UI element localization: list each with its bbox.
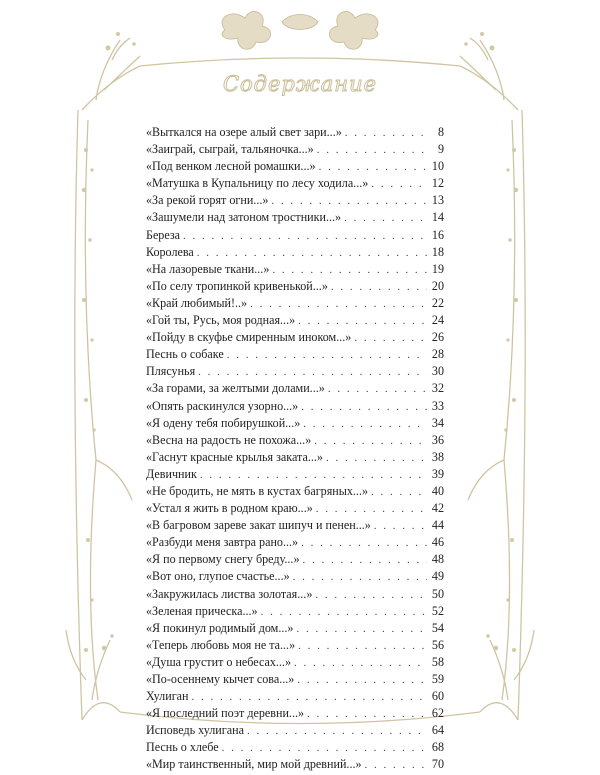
toc-entry-page: 42 bbox=[431, 501, 444, 516]
toc-entry bbox=[146, 654, 444, 671]
toc-entry-title: «Заиграй, сыграй, тальяночка...» bbox=[146, 142, 314, 157]
toc-entry-title: «Я одену тебя побирушкой...» bbox=[146, 415, 301, 430]
toc-entry-page: 70 bbox=[431, 757, 444, 772]
toc-entry-page: 20 bbox=[431, 278, 444, 293]
toc-entry-page: 34 bbox=[431, 415, 444, 430]
toc-entry-title: «Под венком лесной ромашки...» bbox=[146, 159, 316, 174]
dot-leader bbox=[294, 655, 427, 672]
toc-entry-page: 22 bbox=[431, 295, 444, 310]
toc-entry-title: «Гой ты, Русь, моя родная...» bbox=[146, 313, 296, 328]
dot-leader bbox=[247, 723, 427, 740]
dot-leader bbox=[301, 399, 427, 416]
toc-entry-title: «Опять раскинулся узорно...» bbox=[146, 398, 299, 413]
toc-entry-page: 50 bbox=[431, 586, 444, 601]
toc-entry bbox=[146, 756, 444, 773]
toc-entry bbox=[146, 398, 444, 415]
toc-entry bbox=[146, 517, 444, 534]
page-title: Содержание bbox=[222, 72, 378, 96]
toc-entry bbox=[146, 380, 444, 397]
toc-entry-title: «Теперь любовь моя не та...» bbox=[146, 637, 296, 652]
toc-entry bbox=[146, 192, 444, 209]
dot-leader bbox=[183, 228, 427, 245]
toc-entry bbox=[146, 551, 444, 568]
dot-leader bbox=[371, 484, 427, 501]
toc-entry-title: «Я покинул родимый дом...» bbox=[146, 620, 294, 635]
toc-entry-title: «Гаснут красные крылья заката...» bbox=[146, 449, 323, 464]
dot-leader bbox=[296, 621, 427, 638]
dot-leader bbox=[316, 501, 427, 518]
toc-entry-title: «По-осеннему кычет сова...» bbox=[146, 672, 295, 686]
dot-leader bbox=[298, 638, 427, 655]
toc-entry-title: «Я последний поэт деревни...» bbox=[146, 706, 305, 721]
toc-entry bbox=[146, 363, 444, 380]
toc-entry-page: 36 bbox=[431, 432, 444, 447]
toc-entry-page: 14 bbox=[431, 210, 444, 225]
toc-entry-page: 24 bbox=[431, 313, 444, 328]
toc-entry-title: «Мир таинственный, мир мой древний...» bbox=[146, 757, 362, 772]
toc-entry-page: 48 bbox=[431, 552, 444, 567]
dot-leader bbox=[200, 467, 427, 484]
toc-entry-page: 64 bbox=[431, 723, 444, 738]
dot-leader bbox=[344, 210, 427, 227]
toc-entry bbox=[146, 175, 444, 192]
toc-entry-title: «Не бродить, не мять в кустах багряных...» bbox=[146, 483, 369, 498]
toc-entry bbox=[146, 158, 444, 175]
toc-entry-page: 13 bbox=[431, 193, 444, 208]
toc-entry-page: 39 bbox=[431, 466, 444, 481]
toc-entry bbox=[146, 620, 444, 637]
toc-entry-page: 10 bbox=[431, 159, 444, 174]
toc-entry bbox=[146, 415, 444, 432]
toc-entry bbox=[146, 244, 444, 261]
dot-leader bbox=[371, 176, 427, 193]
toc-entry bbox=[146, 227, 444, 244]
toc-entry-title: «Устал я жить в родном краю...» bbox=[146, 501, 313, 516]
toc-entry-title: Песнь о собаке bbox=[146, 347, 224, 362]
toc-entry-page: 40 bbox=[431, 483, 444, 498]
toc-entry-title: Королева bbox=[146, 244, 194, 259]
toc-entry-page: 68 bbox=[431, 740, 444, 755]
toc-entry-page: 19 bbox=[431, 261, 444, 276]
toc-entry-title: «Закружилась листва золотая...» bbox=[146, 586, 313, 601]
dot-leader bbox=[345, 125, 427, 142]
toc-entry bbox=[146, 483, 444, 500]
dot-leader bbox=[197, 245, 427, 262]
toc-entry-page: 26 bbox=[431, 330, 444, 345]
toc-entry bbox=[146, 278, 444, 295]
toc-entry-title: «Зеленая прическа...» bbox=[146, 603, 258, 618]
dot-leader bbox=[319, 159, 427, 176]
dot-leader bbox=[317, 142, 427, 159]
toc-entry-title: «В багровом зареве закат шипуч и пенен...» bbox=[146, 518, 371, 533]
dot-leader bbox=[326, 450, 427, 467]
toc-entry bbox=[146, 449, 444, 466]
toc-entry bbox=[146, 705, 444, 722]
toc-entry bbox=[146, 586, 444, 603]
toc-entry-page: 33 bbox=[431, 398, 444, 413]
toc-entry bbox=[146, 637, 444, 654]
dot-leader bbox=[328, 381, 427, 398]
toc-entry bbox=[146, 603, 444, 620]
toc-entry bbox=[146, 671, 444, 688]
toc-entry-title: Девичник bbox=[146, 466, 197, 481]
toc-entry-page: 58 bbox=[431, 654, 444, 669]
toc-entry-page: 12 bbox=[431, 176, 444, 191]
dot-leader bbox=[315, 587, 427, 604]
toc-entry-title: «На лазоревые ткани...» bbox=[146, 261, 270, 276]
toc-entry bbox=[146, 261, 444, 278]
toc-entry-page: 9 bbox=[437, 142, 444, 157]
toc-entry-page: 54 bbox=[431, 620, 444, 635]
dot-leader bbox=[307, 706, 427, 723]
toc-entry bbox=[146, 432, 444, 449]
dot-leader bbox=[271, 193, 427, 210]
toc-entry bbox=[146, 312, 444, 329]
dot-leader bbox=[272, 262, 427, 279]
toc-entry-page: 30 bbox=[431, 364, 444, 379]
toc-entry bbox=[146, 534, 444, 551]
toc-entry-page: 49 bbox=[431, 569, 444, 584]
toc-entry bbox=[146, 329, 444, 346]
toc-entry-page: 38 bbox=[431, 449, 444, 464]
toc-entry bbox=[146, 141, 444, 158]
toc-entry bbox=[146, 466, 444, 483]
toc-entry-page: 28 bbox=[431, 347, 444, 362]
toc-entry bbox=[146, 500, 444, 517]
toc-entry-page: 60 bbox=[431, 689, 444, 704]
toc-entry-page: 18 bbox=[431, 244, 444, 259]
table-of-contents bbox=[146, 124, 444, 774]
toc-entry-title: «За рекой горят огни...» bbox=[146, 193, 269, 208]
toc-entry bbox=[146, 739, 444, 756]
toc-entry-title: Береза bbox=[146, 227, 181, 242]
toc-entry-page: 46 bbox=[431, 535, 444, 550]
toc-entry-title: «Я по первому снегу бреду...» bbox=[146, 552, 300, 567]
toc-entry-title: «За горами, за желтыми долами...» bbox=[146, 381, 325, 396]
dot-leader bbox=[293, 569, 427, 586]
toc-entry bbox=[146, 209, 444, 226]
toc-entry-page: 32 bbox=[431, 381, 444, 396]
toc-entry-page: 52 bbox=[431, 603, 444, 618]
dot-leader bbox=[374, 518, 427, 535]
toc-entry-title: Песнь о хлебе bbox=[146, 740, 219, 755]
toc-entry-title: Исповедь хулигана bbox=[146, 723, 244, 738]
dot-leader bbox=[198, 364, 427, 381]
toc-entry bbox=[146, 295, 444, 312]
toc-entry-title: «Вот оно, глупое счастье...» bbox=[146, 569, 290, 584]
toc-entry-page: 44 bbox=[431, 518, 444, 533]
dot-leader bbox=[261, 604, 427, 621]
dot-leader bbox=[303, 416, 427, 433]
toc-entry-title: «Зашумели над затоном тростники...» bbox=[146, 210, 342, 225]
dot-leader bbox=[192, 689, 428, 706]
toc-entry-page: 16 bbox=[431, 227, 444, 242]
toc-entry-title: «Весна на радость не похожа...» bbox=[146, 432, 312, 447]
dot-leader bbox=[301, 535, 427, 552]
toc-entry-page: 8 bbox=[437, 125, 444, 139]
toc-entry-title: «Выткался на озере алый свет зари...» bbox=[146, 125, 342, 139]
dot-leader bbox=[222, 740, 427, 757]
dot-leader bbox=[298, 313, 427, 330]
toc-entry-page: 62 bbox=[431, 706, 444, 721]
dot-leader bbox=[331, 279, 427, 296]
toc-entry bbox=[146, 688, 444, 705]
toc-entry bbox=[146, 568, 444, 585]
dot-leader bbox=[250, 296, 427, 313]
toc-entry-page: 59 bbox=[431, 672, 444, 686]
toc-entry-title: «Матушка в Купальницу по лесу ходила...» bbox=[146, 176, 369, 191]
toc-entry-title: «Разбуди меня завтра рано...» bbox=[146, 535, 299, 550]
dot-leader bbox=[314, 433, 427, 450]
dot-leader bbox=[297, 672, 427, 689]
dot-leader bbox=[227, 347, 427, 364]
dot-leader bbox=[365, 757, 427, 774]
toc-entry bbox=[146, 124, 444, 141]
toc-entry bbox=[146, 722, 444, 739]
toc-entry-title: «Душа грустит о небесах...» bbox=[146, 654, 291, 669]
toc-entry-page: 56 bbox=[431, 637, 444, 652]
dot-leader bbox=[303, 552, 428, 569]
dot-leader bbox=[354, 330, 427, 347]
toc-entry-title: «Край любимый!..» bbox=[146, 295, 248, 310]
toc-entry-title: «Пойду в скуфье смиренным иноком...» bbox=[146, 330, 352, 345]
toc-entry-title: «По селу тропинкой кривенькой...» bbox=[146, 278, 328, 293]
toc-entry-title: Хулиган bbox=[146, 689, 189, 704]
toc-entry bbox=[146, 346, 444, 363]
toc-entry-title: Плясунья bbox=[146, 364, 196, 379]
